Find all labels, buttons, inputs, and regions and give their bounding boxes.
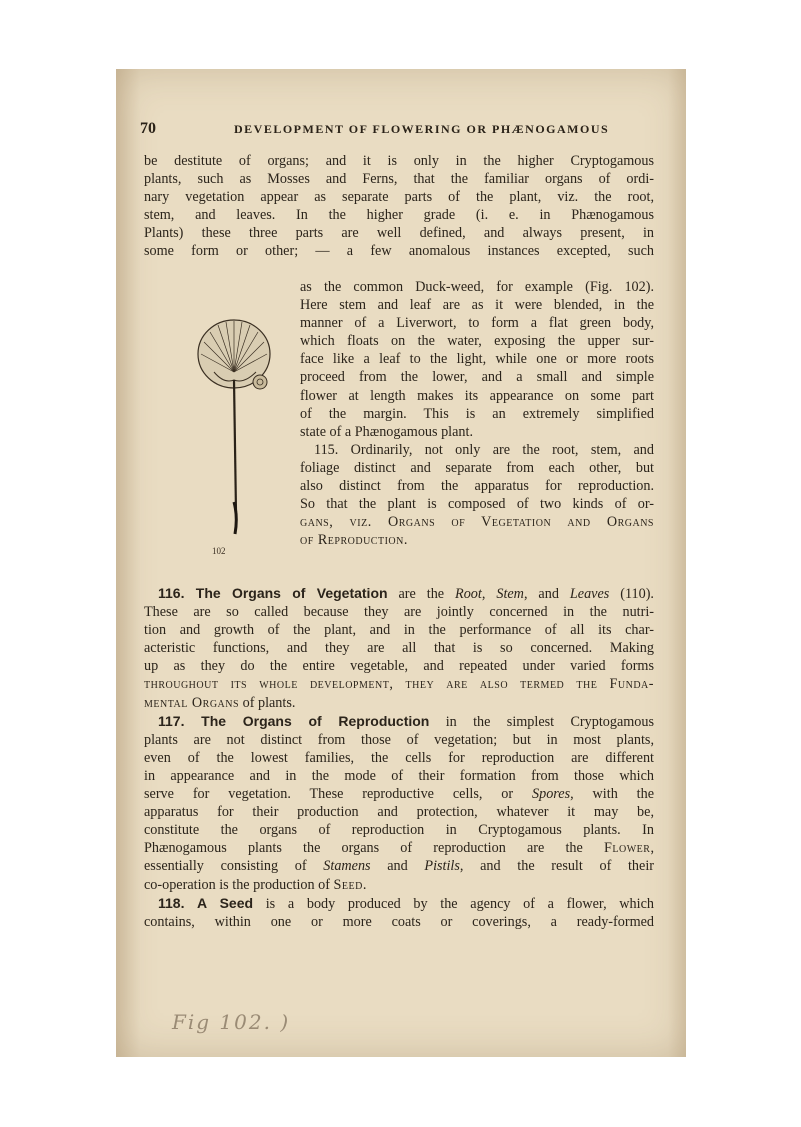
duckweed-illustration-icon bbox=[194, 312, 274, 542]
section-118: 118. A Seed is a body produced by the agency of a flower, which bbox=[158, 894, 654, 912]
text-line: constitute the organs of reproduction in Cryptogamous plants. In bbox=[144, 822, 654, 839]
text-line: Here stem and leaf are as it were blended, in the bbox=[300, 297, 654, 314]
text-line: apparatus for their production and protection, whatever it may be, bbox=[144, 804, 654, 821]
text-line: gans, viz. Organs of Vegetation and Organs bbox=[300, 514, 654, 531]
paragraph-top bbox=[144, 152, 654, 261]
text-line: flower at length makes its appearance on some part bbox=[300, 387, 654, 404]
section-117-heading: 117. The Organs of Reproduction bbox=[158, 712, 430, 729]
handwritten-note: Fig 102. ) bbox=[172, 1010, 291, 1034]
text-line: So that the plant is composed of two kinds of or- bbox=[300, 496, 654, 513]
text-line: up as they do the entire vegetable, and repeated under varied forms bbox=[144, 658, 654, 675]
text-line: face like a leaf to the light, while one or more roots bbox=[300, 351, 654, 368]
text-line: plants are not distinct from those of vegetation; but in most plants, bbox=[144, 731, 654, 748]
text-line: some form or other; — a few anomalous instances excepted, such bbox=[144, 243, 654, 260]
paragraph-beside-figure bbox=[300, 278, 654, 549]
text-line: be destitute of organs; and it is only in the higher Cryptogamous bbox=[144, 153, 654, 169]
text-line: state of a Phænogamous plant. bbox=[300, 423, 473, 440]
text-line: in appearance and in the mode of their formation from those which bbox=[144, 767, 654, 784]
running-head: DEVELOPMENT OF FLOWERING OR PHÆNOGAMOUS bbox=[234, 122, 610, 136]
text-line: throughout its whole development, they are also termed the Funda- bbox=[144, 676, 654, 693]
paragraph-115-start: 115. Ordinarily, not only are the root, stem, and bbox=[314, 441, 654, 458]
text-line: foliage distinct and separate from each other, but bbox=[300, 459, 654, 476]
text-line: as the common Duck-weed, for example (Fig. 102). bbox=[300, 279, 654, 295]
text-line: proceed from the lower, and a small and simple bbox=[300, 369, 654, 386]
text-line: tion and growth of the plant, and in the performance of all its char- bbox=[144, 622, 654, 639]
section-118-heading: 118. A Seed bbox=[158, 894, 254, 911]
page-shadow-right bbox=[668, 69, 686, 1057]
section-116-heading: 116. The Organs of Vegetation bbox=[158, 585, 388, 601]
text-line: plants, such as Mosses and Ferns, that the familiar organs of ordi- bbox=[144, 171, 654, 188]
figure-label: 102 bbox=[212, 546, 226, 556]
text-line: of Reproduction. bbox=[300, 532, 408, 549]
text-line: even of the lowest families, the cells for reproduction are different bbox=[144, 749, 654, 766]
section-117: 117. The Organs of Reproduction in the simplest Cryptogamous bbox=[158, 712, 654, 730]
text-line: of the margin. This is an extremely simplified bbox=[300, 405, 654, 422]
text-line: nary vegetation appear as separate parts of the plant, viz. the root, bbox=[144, 189, 654, 206]
text-line: Plants) these three parts are well defined, and always present, in bbox=[144, 225, 654, 242]
text-line: These are so called because they are jointly concerned in the nutri- bbox=[144, 604, 654, 621]
page-header bbox=[140, 120, 650, 142]
text-line: which floats on the water, exposing the upper sur- bbox=[300, 333, 654, 350]
text-line: manner of a Liverwort, to form a flat green body, bbox=[300, 315, 654, 332]
section-116: 116. The Organs of Vegetation are the Root, Stem, and Leaves (110). These are so called because they are jointly concerned in the nutri- tion and growth of the plant, and in the performance of all its char- acteristic functions, and they are all that is so concerned. Making up as they do the entire vegetable, and repeated under varied forms throughout its whole development, they are also termed the Funda- mental Organs of plants. 117. The Organs of Reproduction in the simplest Cryptogamous plants are not distinct from those of vegetation; but in most plants, even of the lowest families, the cells for reproduction are different in appearance and in the mode of their formation from those which serve for vegetation. These reproductive cells, or Spores, with the apparatus for their production and protection, whatever it may be, constitute the organs of reproduction in Cryptogamous plants. In Phænogamous plants the organs of reproduction are the Flower, essentially consisting of Stamens and Pistils, and the result of their co-operation is the production of Seed. 118. A Seed is a body produced by the agency of a flower, which contains, within one or more coats or coverings, a ready-formed bbox=[144, 585, 654, 930]
text-line: acteristic functions, and they are all that is so concerned. Making bbox=[144, 640, 654, 657]
text-line: contains, within one or more coats or coverings, a ready-formed bbox=[144, 913, 654, 930]
text-line: stem, and leaves. In the higher grade (i. e. in Phænogamous bbox=[144, 207, 654, 224]
text-line: also distinct from the apparatus for reproduction. bbox=[300, 478, 654, 495]
page-shadow-left bbox=[116, 69, 140, 1057]
page-number: 70 bbox=[140, 120, 156, 137]
